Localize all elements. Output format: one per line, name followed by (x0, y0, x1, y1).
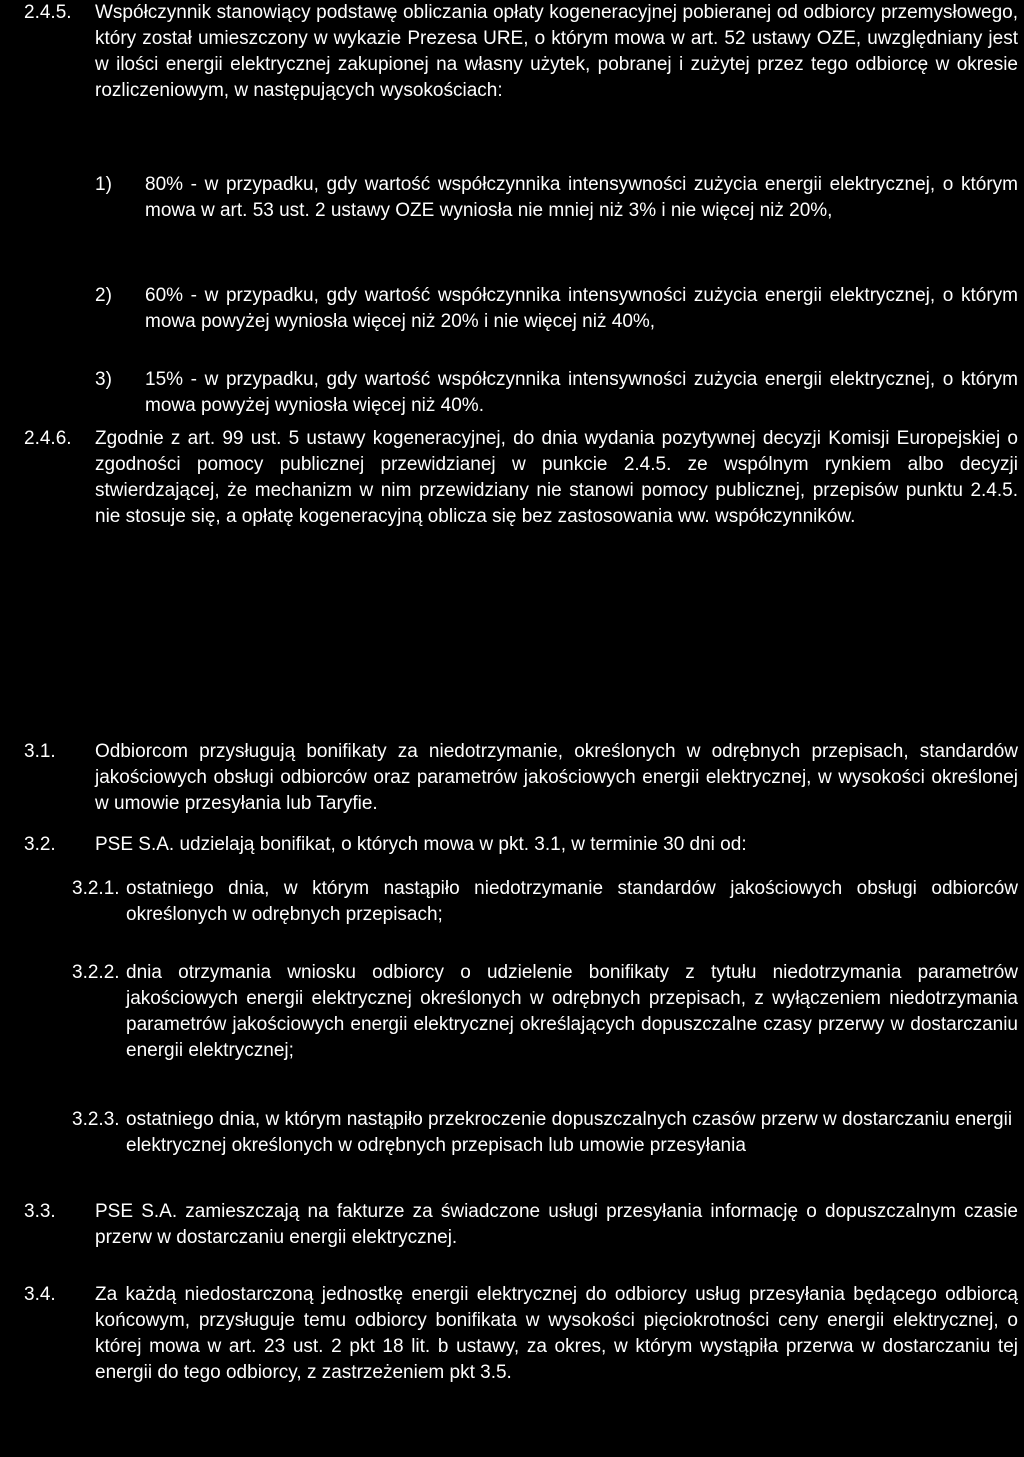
section-text: Współczynnik stanowiący podstawę obliczania opłaty kogeneracyjnej pobieranej od odbiorcy przemysłowego, który został umieszczony w wykazie Prezesa URE, o którym mowa w art. 52 ustawy OZE, uwzględniany jest w ilości energii elektrycznej zakupionej na własny użytek, pobranej i zużytej przez tego odbiorcę w okresie rozliczeniowym, w następujących wysokościach: (95, 2, 1018, 101)
section-text: Odbiorcom przysługują bonifikaty za niedotrzymanie, określonych w odrębnych przepisach, standardów jakościowych obsługi odbiorców oraz parametrów jakościowych energii elektrycznej, w wysokości określonej w umowie przesyłania lub Taryfie. (95, 741, 1018, 814)
list-item-number: 1) (95, 174, 112, 195)
section-text: PSE S.A. zamieszczają na fakturze za świadczone usługi przesyłania informację o dopuszczalnym czasie przerw w dostarczaniu energii elektrycznej. (95, 1201, 1018, 1248)
list-item-number: 3) (95, 369, 112, 390)
section-text: Zgodnie z art. 99 ust. 5 ustawy kogeneracyjnej, do dnia wydania pozytywnej decyzji Komisji Europejskiej o zgodności pomocy publicznej przewidzianej w punkcie 2.4.5. ze wspólnym rynkiem albo decyzji stwierdzającej, że mechanizm w nim przewidziany nie stanowi pomocy publicznej, przepisów punktu 2.4.5. nie stosuje się, a opłatę kogeneracyjną oblicza się bez zastosowania ww. współczynników. (95, 428, 1018, 527)
list-item-number: 2) (95, 285, 112, 306)
section-text: PSE S.A. udzielają bonifikat, o których mowa w pkt. 3.1, w terminie 30 dni od: (95, 834, 747, 855)
section-text: Za każdą niedostarczoną jednostkę energii elektrycznej do odbiorcy usług przesyłania będącego odbiorcą końcowym, przysługuje temu odbiorcy bonifikata w wysokości pięciokrotności ceny energii elektrycznej, o której mowa w art. 23 ust. 2 pkt 18 lit. b ustawy, za okres, w którym wystąpiła przerwa w dostarczaniu tej energii do tego odbiorcy, z zastrzeżeniem pkt 3.5. (95, 1284, 1018, 1383)
section-number: 3.3. (24, 1201, 56, 1222)
list-item (95, 172, 1018, 224)
section-3-1 (24, 739, 1018, 817)
section-2-4-5 (24, 0, 1018, 104)
section-2-4-6 (24, 426, 1018, 530)
section-number: 2.4.5. (24, 2, 72, 23)
subsection-number: 3.2.3. (72, 1109, 120, 1130)
subsection-text: dnia otrzymania wniosku odbiorcy o udzielenie bonifikaty z tytułu niedotrzymania parametrów jakościowych energii elektrycznej określonych w odrębnych przepisach, z wyłączeniem niedotrzymania parametrów jakościowych energii elektrycznej określających dopuszczalne czasy przerwy w dostarczaniu energii elektrycznej; (126, 962, 1018, 1061)
subsection-3-2-1 (72, 876, 1018, 928)
subsection-text: ostatniego dnia, w którym nastąpiło przekroczenie dopuszczalnych czasów przerw w dostarczaniu energii elektrycznej określonych w odrębnych przepisach lub umowie przesyłania (126, 1109, 1013, 1156)
list-item-text: 60% - w przypadku, gdy wartość współczynnika intensywności zużycia energii elektrycznej, o którym mowa powyżej wyniosła więcej niż 20% i nie więcej niż 40%, (145, 285, 1018, 332)
list-item (95, 283, 1018, 335)
subsection-number: 3.2.2. (72, 962, 120, 983)
section-number: 3.2. (24, 834, 56, 855)
list-item (95, 367, 1018, 419)
section-number: 3.4. (24, 1284, 56, 1305)
subsection-3-2-3 (72, 1107, 1018, 1159)
section-number: 2.4.6. (24, 428, 72, 449)
list-item-text: 15% - w przypadku, gdy wartość współczynnika intensywności zużycia energii elektrycznej, o którym mowa powyżej wyniosła więcej niż 40%. (145, 369, 1018, 416)
section-3-2 (24, 832, 1018, 858)
section-3-4 (24, 1282, 1018, 1386)
section-3-3 (24, 1199, 1018, 1251)
list-item-text: 80% - w przypadku, gdy wartość współczynnika intensywności zużycia energii elektrycznej, o którym mowa w art. 53 ust. 2 ustawy OZE wyniosła nie mniej niż 3% i nie więcej niż 20%, (145, 174, 1018, 221)
section-number: 3.1. (24, 741, 56, 762)
subsection-number: 3.2.1. (72, 878, 120, 899)
subsection-3-2-2 (72, 960, 1018, 1064)
subsection-text: ostatniego dnia, w którym nastąpiło niedotrzymanie standardów jakościowych obsługi odbiorców określonych w odrębnych przepisach; (126, 878, 1018, 925)
